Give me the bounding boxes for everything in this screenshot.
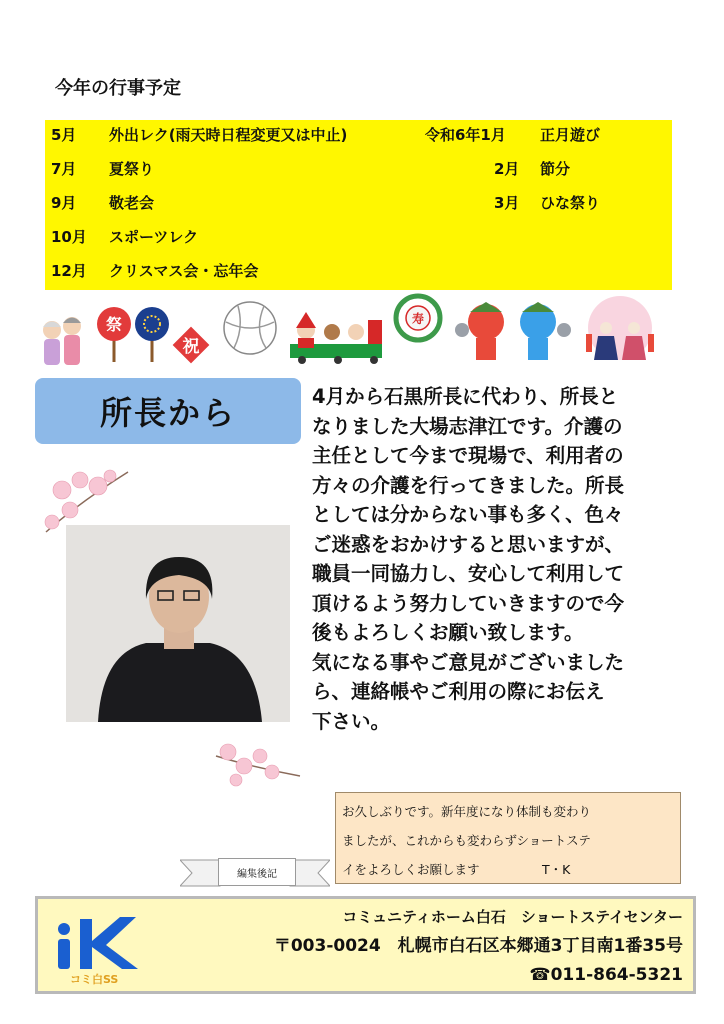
footer <box>35 896 696 994</box>
director-heading: 所長から <box>99 394 236 432</box>
volleyball-icon <box>224 302 276 354</box>
elderly-couple-icon <box>43 317 81 365</box>
phone-number: ☎011-864-5321 <box>529 965 683 985</box>
schedule-month: 10月 <box>51 228 87 246</box>
hina-dolls-icon <box>586 296 654 360</box>
editor-note-line: イをよろしくお願します T・K <box>342 862 571 877</box>
director-photo <box>66 525 290 722</box>
schedule-month: 令和6年1月 <box>425 126 506 144</box>
christmas-icon <box>290 312 382 364</box>
schedule-box <box>45 120 672 290</box>
new-year-text: 寿 <box>411 312 425 326</box>
message-line: 気になる事やご意見がございました <box>312 650 625 674</box>
message-line: ら、連絡帳やご利用の際にお伝え <box>312 680 605 703</box>
schedule-event: スポーツレク <box>109 228 199 246</box>
schedule-event: ひな祭り <box>540 194 601 212</box>
organization-name: コミュニティホーム白石 ショートステイセンター <box>342 908 683 926</box>
schedule-month: 7月 <box>51 160 77 178</box>
red-oni-icon <box>455 302 504 360</box>
editor-note-line: お久しぶりです。新年度になり体制も変わり <box>342 804 592 819</box>
celebration-icon <box>173 327 210 364</box>
address: 〒003-0024 札幌市白石区本郷通3丁目南1番35号 <box>273 936 683 956</box>
festival-fan-icon <box>97 307 131 362</box>
editor-note-label: 編集後記 <box>218 858 296 886</box>
cherry-blossom-icon <box>212 736 304 792</box>
schedule-month: 2月 <box>494 160 520 178</box>
schedule-event: 夏祭り <box>109 160 155 178</box>
celebration-text: 祝 <box>182 337 200 357</box>
message-line: 頂けるよう努力していきますので今 <box>312 591 625 615</box>
fireworks-fan-icon <box>135 307 169 362</box>
new-year-wreath-icon <box>396 296 440 340</box>
message-line: 方々の介護を行ってきました。所長 <box>312 473 625 497</box>
event-illustrations <box>38 290 698 375</box>
logo <box>50 907 160 987</box>
schedule-month: 5月 <box>51 126 77 144</box>
editor-note-line: ましたが、これからも変わらずショートステ <box>342 833 591 848</box>
director-heading-box <box>35 378 301 444</box>
schedule-title: 今年の行事予定 <box>55 78 181 99</box>
schedule-month: 12月 <box>51 262 87 280</box>
festival-fan-text: 祭 <box>105 315 123 334</box>
schedule-event: 外出レク(雨天時日程変更又は中止) <box>109 126 348 144</box>
message-line: 4月から石黒所長に代わり、所長と <box>312 385 619 408</box>
message-line: 下さい。 <box>312 709 391 733</box>
schedule-event: 敬老会 <box>109 194 155 212</box>
message-line: 主任として今まで現場で、利用者の <box>312 444 624 467</box>
schedule-event: クリスマス会・忘年会 <box>109 262 259 280</box>
blue-oni-icon <box>520 302 571 360</box>
editor-note <box>335 792 681 884</box>
schedule-event: 節分 <box>540 160 571 178</box>
message-line: なりました大場志津江です。介護の <box>312 414 623 438</box>
schedule-month: 3月 <box>494 194 520 212</box>
director-message <box>312 382 682 736</box>
message-line: ご迷惑をおかけすると思いますが、 <box>312 532 625 556</box>
message-line: 職員一同協力し、安心して利用して <box>312 562 625 585</box>
message-line: としては分からない事も多く、色々 <box>312 503 624 526</box>
message-line: 後もよろしくお願い致します。 <box>312 621 584 644</box>
schedule-event: 正月遊び <box>540 126 601 144</box>
logo-text: コミ白SS <box>70 973 119 986</box>
schedule-month: 9月 <box>51 194 77 212</box>
